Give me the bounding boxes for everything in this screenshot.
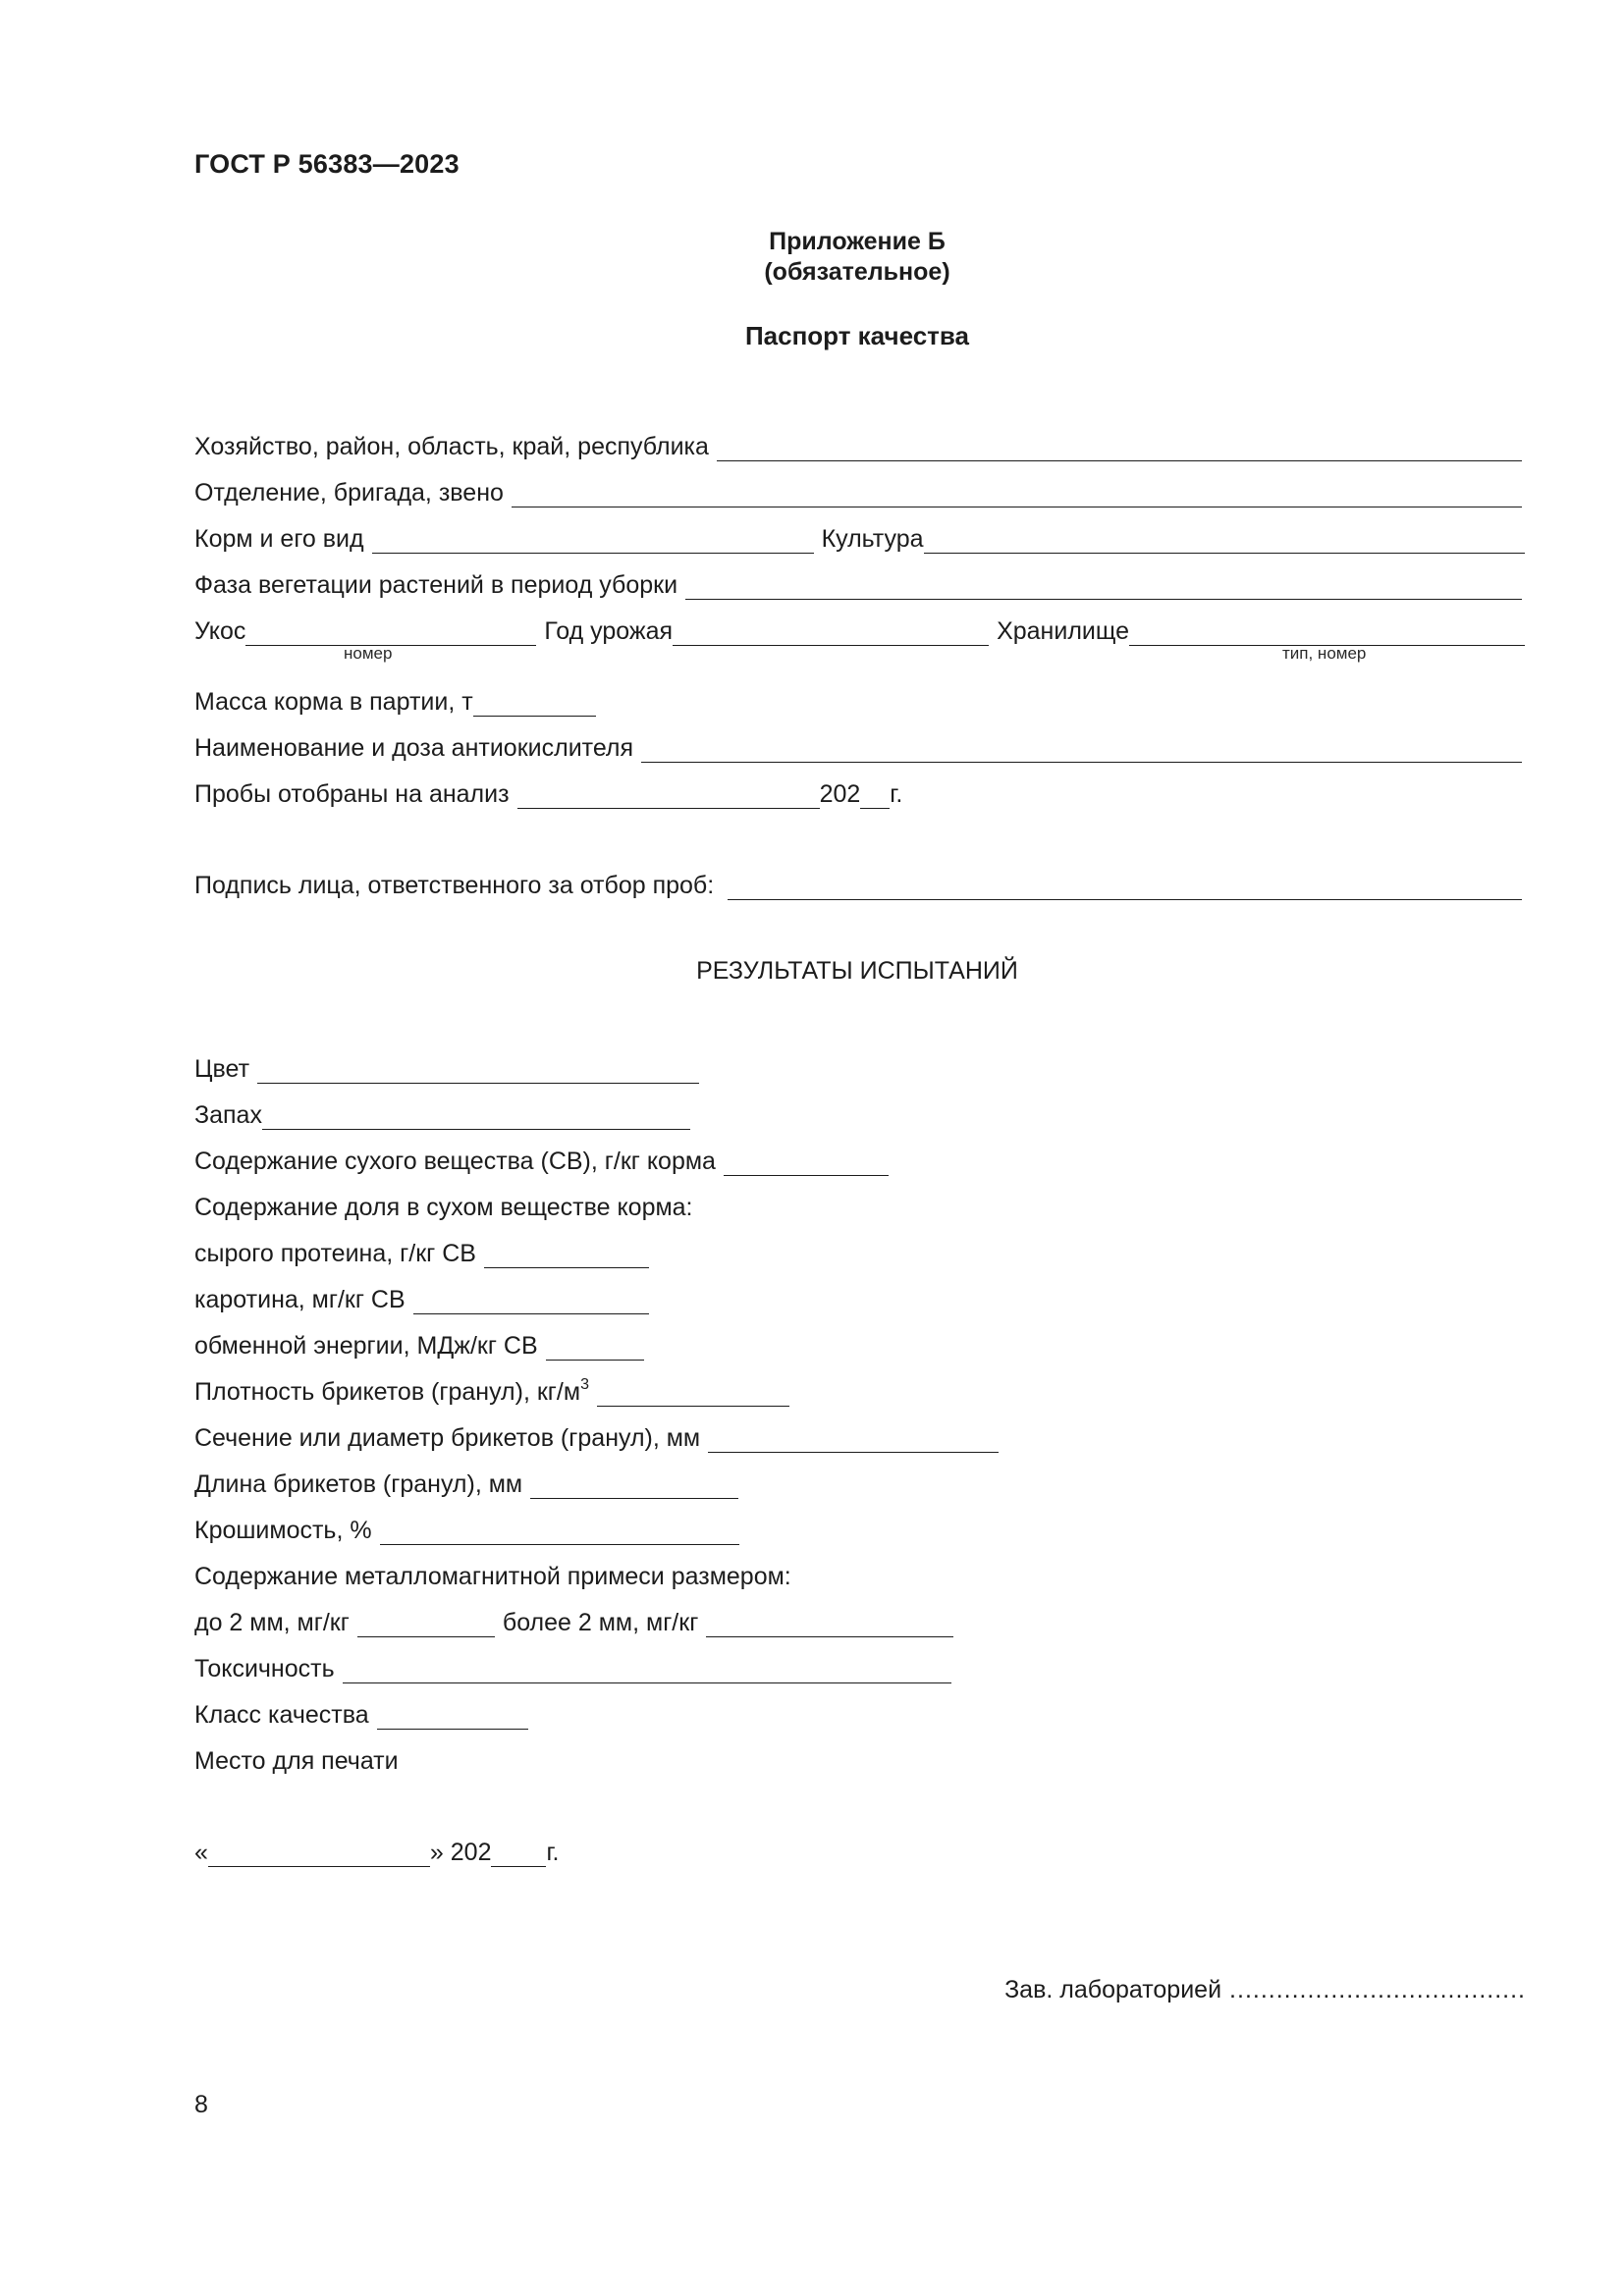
antioxidant-row — [194, 729, 1522, 763]
carotene-label: каротина, мг/кг СВ — [194, 1286, 406, 1313]
year-field[interactable] — [673, 621, 989, 646]
color-row — [194, 1050, 699, 1084]
samples-label: Пробы отобраны на анализ — [194, 780, 510, 808]
results-title: РЕЗУЛЬТАТЫ ИСПЫТАНИЙ — [696, 957, 1018, 985]
stamp-label: Место для печати — [194, 1747, 399, 1775]
division-field[interactable] — [512, 483, 1522, 507]
lab-head-label: Зав. лабораторией — [1004, 1976, 1222, 2003]
share-intro-label: Содержание доля в сухом веществе корма: — [194, 1194, 693, 1221]
color-label: Цвет — [194, 1055, 250, 1083]
metal-intro-row — [194, 1558, 791, 1591]
samples-row — [194, 775, 902, 809]
storage-hint: тип, номер — [1282, 644, 1367, 663]
feed-row — [194, 520, 1525, 554]
protein-label: сырого протеина, г/кг СВ — [194, 1240, 476, 1267]
crop-label: Культура — [821, 525, 924, 553]
quality-class-label: Класс качества — [194, 1701, 369, 1729]
section-field[interactable] — [708, 1428, 999, 1453]
storage-label: Хранилище — [997, 617, 1130, 645]
feed-field[interactable] — [372, 529, 814, 554]
samples-year-field[interactable] — [860, 784, 890, 809]
carotene-field[interactable] — [413, 1290, 649, 1314]
lab-head-row — [1004, 1971, 1526, 2004]
cut-year-storage-row — [194, 613, 1525, 646]
signature-field[interactable] — [728, 876, 1522, 900]
metal-large-field[interactable] — [706, 1613, 953, 1637]
section-label: Сечение или диаметр брикетов (гранул), мм — [194, 1424, 701, 1452]
density-label — [194, 1377, 589, 1407]
samples-year-prefix: 202 — [819, 780, 861, 808]
smell-row — [194, 1096, 690, 1130]
quality-class-field[interactable] — [377, 1705, 528, 1730]
division-row — [194, 474, 1522, 507]
date-day-month-field[interactable] — [208, 1842, 430, 1867]
crumbling-row — [194, 1512, 739, 1545]
farm-row — [194, 428, 1522, 461]
density-label-text: Плотность брикетов (гранул), кг/м — [194, 1378, 581, 1406]
lab-head-signature-dots[interactable]: ...................................... — [1229, 1976, 1526, 2003]
date-year-suffix: г. — [546, 1839, 560, 1866]
year-label: Год урожая — [544, 617, 674, 645]
storage-field[interactable] — [1129, 621, 1525, 646]
samples-year-suffix: г. — [890, 780, 903, 808]
length-row — [194, 1466, 738, 1499]
metal-small-label: до 2 мм, мг/кг — [194, 1609, 350, 1636]
density-field[interactable] — [597, 1382, 789, 1407]
section-row — [194, 1419, 999, 1453]
color-field[interactable] — [257, 1059, 699, 1084]
carotene-row — [194, 1281, 649, 1314]
metal-small-field[interactable] — [357, 1613, 495, 1637]
quality-class-row — [194, 1696, 528, 1730]
metal-large-label: более 2 мм, мг/кг — [502, 1609, 699, 1636]
toxicity-label: Токсичность — [194, 1655, 335, 1682]
metal-intro-label: Содержание металломагнитной примеси размером: — [194, 1563, 791, 1590]
feed-label: Корм и его вид — [194, 525, 364, 553]
length-field[interactable] — [530, 1474, 738, 1499]
annex-heading — [194, 227, 1520, 288]
density-unit-exponent: 3 — [580, 1376, 589, 1393]
date-open-quote: « — [194, 1839, 208, 1866]
energy-label: обменной энергии, МДж/кг СВ — [194, 1332, 538, 1360]
smell-label: Запах — [194, 1101, 262, 1129]
annex-title: Приложение Б — [769, 228, 946, 255]
date-year-prefix: » 202 — [429, 1839, 492, 1866]
crumbling-label: Крошимость, % — [194, 1517, 372, 1544]
phase-label: Фаза вегетации растений в период уборки — [194, 571, 678, 599]
cut-hint: номер — [344, 644, 393, 663]
protein-row — [194, 1235, 649, 1268]
antioxidant-field[interactable] — [641, 738, 1522, 763]
protein-field[interactable] — [484, 1244, 649, 1268]
length-label: Длина брикетов (гранул), мм — [194, 1470, 523, 1498]
page-number: 8 — [194, 2091, 208, 2118]
stamp-row — [194, 1742, 399, 1776]
cut-label: Укос — [194, 617, 246, 645]
standard-number: ГОСТ Р 56383—2023 — [194, 149, 460, 179]
toxicity-field[interactable] — [343, 1659, 951, 1683]
farm-field[interactable] — [717, 437, 1522, 461]
signature-label: Подпись лица, ответственного за отбор проб: — [194, 872, 715, 899]
antioxidant-label: Наименование и доза антиокислителя — [194, 734, 634, 762]
toxicity-row — [194, 1650, 951, 1683]
mass-row — [194, 683, 596, 717]
crumbling-field[interactable] — [380, 1521, 739, 1545]
dry-matter-row — [194, 1143, 889, 1176]
division-label: Отделение, бригада, звено — [194, 479, 504, 507]
phase-row — [194, 566, 1522, 600]
samples-date-field[interactable] — [517, 784, 820, 809]
phase-field[interactable] — [685, 575, 1522, 600]
metal-row — [194, 1604, 953, 1637]
annex-subtitle: (обязательное) — [764, 258, 950, 286]
density-row — [194, 1373, 789, 1407]
energy-field[interactable] — [546, 1336, 644, 1361]
farm-label: Хозяйство, район, область, край, республика — [194, 433, 709, 460]
share-intro-row — [194, 1189, 693, 1222]
passport-title: Паспорт качества — [744, 321, 970, 350]
signature-row — [194, 867, 1522, 900]
cut-field[interactable] — [245, 621, 536, 646]
smell-field[interactable] — [262, 1105, 690, 1130]
mass-field[interactable] — [473, 692, 596, 717]
crop-field[interactable] — [924, 529, 1525, 554]
dry-matter-field[interactable] — [724, 1151, 889, 1176]
mass-label: Масса корма в партии, т — [194, 688, 473, 716]
energy-row — [194, 1327, 644, 1361]
dry-matter-label: Содержание сухого вещества (СВ), г/кг корма — [194, 1148, 716, 1175]
date-row — [194, 1834, 559, 1867]
date-year-field[interactable] — [491, 1842, 546, 1867]
